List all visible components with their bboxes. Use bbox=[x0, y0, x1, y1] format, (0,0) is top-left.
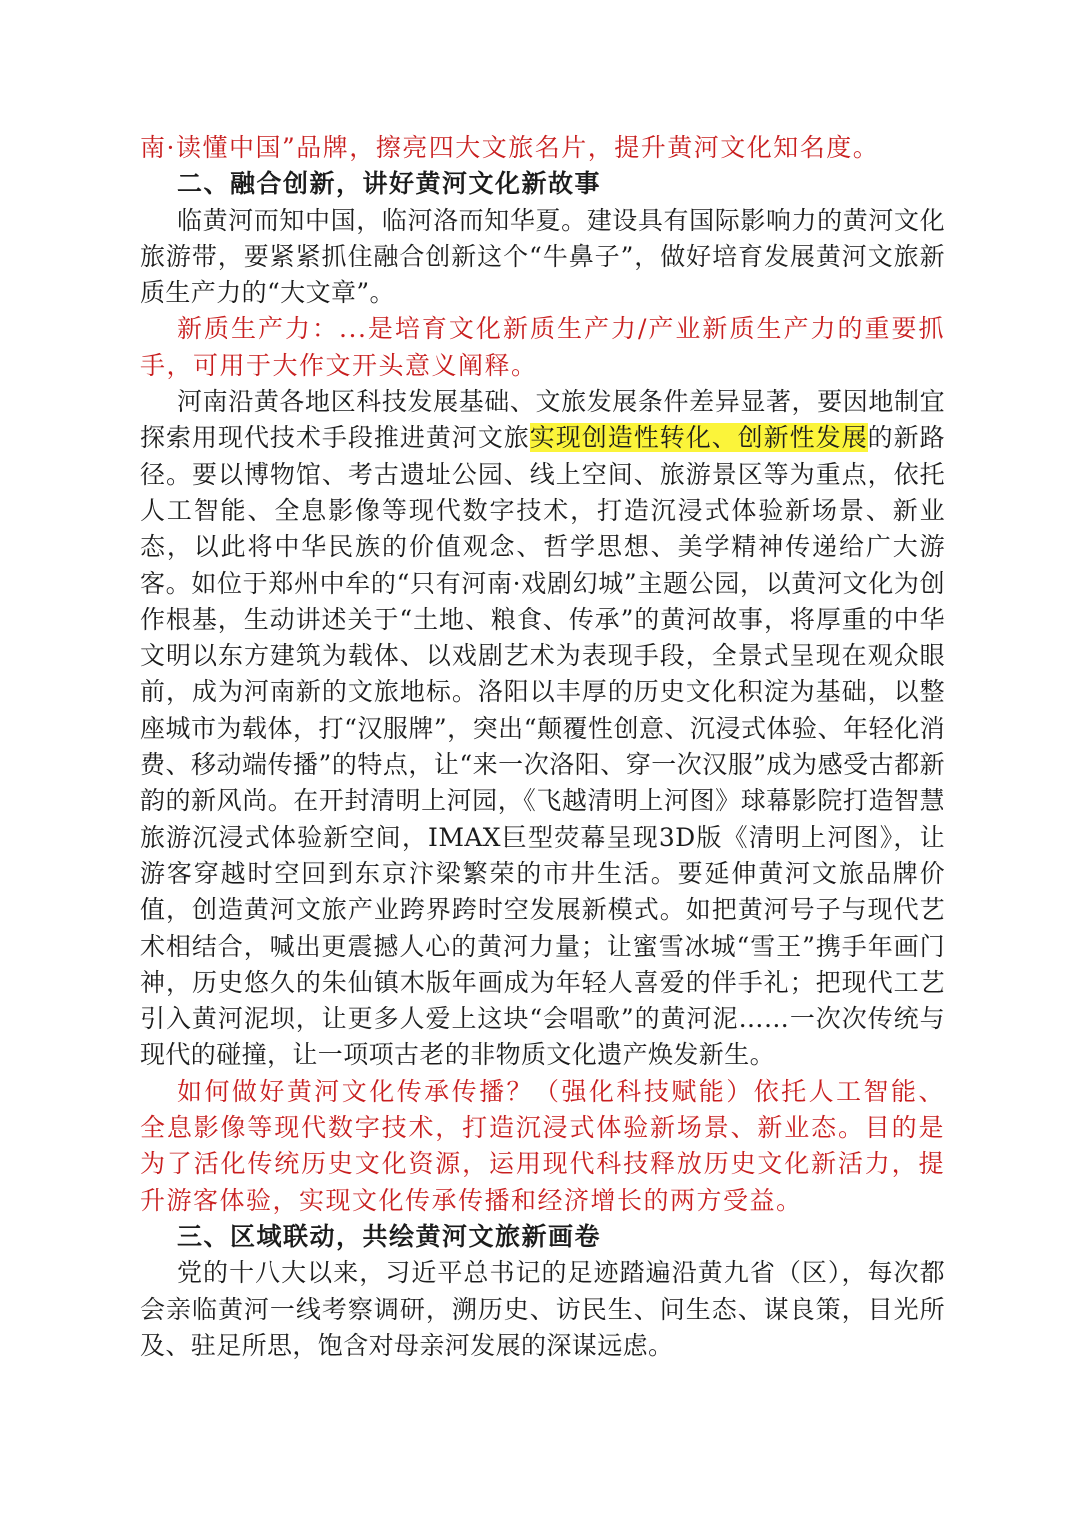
highlighted-phrase: 实现创造性转化、创新性发展 bbox=[529, 423, 868, 453]
body-paragraph-2-rest: 的新路径。要以博物馆、考古遗址公园、线上空间、旅游景区等为重点，依托人工智能、全息影像等现代数字技术，打造沉浸式体验新场景、新业态，以此将中华民族的价值观念、哲学思想、美学精神传递给广大游客。如位于郑州中牟的“只有河南·戏剧幻城”主题公园，以黄河文化为创作根基，生动讲述关于“土地、粮食、传承”的黄河故事，将厚重的中华文明以东方建筑为载体、以戏剧艺术为表现手段，全景式呈现在观众眼前，成为河南新的文旅地标。洛阳以丰厚的历史文化积淀为基础，以整座城市为载体，打“汉服牌”，突出“颠覆性创意、沉浸式体验、年轻化消费、移动端传播”的特点，让“来一次洛阳、穿一次汉服”成为感受古都新韵的新风尚。在开封清明上河园，《飞越清明上河图》球幕影院打造智慧旅游沉浸式体验新空间，IMAX巨型荧幕呈现3D版《清明上河图》，让游客穿越时空回到东京汴梁繁荣的市井生活。要延伸黄河文旅品牌价值，创造黄河文旅产业跨界跨时空发展新模式。如把黄河号子与现代艺术相结合，喊出更震撼人心的黄河力量；让蜜雪冰城“雪王”携手年画门神，历史悠久的朱仙镇木版年画成为年轻人喜爱的伴手礼；把现代工艺引入黄河泥坝，让更多人爱上这块“会唱歌”的黄河泥……一次次传统与现代的碰撞，让一项项古老的非物质文化遗产焕发新生。 bbox=[140, 423, 945, 1070]
document-page bbox=[140, 130, 945, 1364]
section-heading-3: 三、区域联动，共绘黄河文旅新画卷 bbox=[177, 1221, 602, 1251]
body-paragraph-2 bbox=[140, 384, 945, 1074]
section-heading-2: 二、融合创新，讲好黄河文化新故事 bbox=[177, 169, 602, 199]
continued-red-note: 南·读懂中国”品牌，擦亮四大文旅名片，提升黄河文化知名度。 bbox=[140, 133, 880, 162]
red-note-1: 新质生产力：...是培育文化新质生产力/产业新质生产力的重要抓手，可用于大作文开头意义阐释。 bbox=[140, 314, 945, 380]
red-note-2: 如何做好黄河文化传承传播？（强化科技赋能）依托人工智能、全息影像等现代数字技术，打造沉浸式体验新场景、新业态。目的是为了活化传统历史文化资源，运用现代科技释放历史文化新活力，提升游客体验，实现文化传承传播和经济增长的两方受益。 bbox=[140, 1076, 945, 1215]
body-paragraph-1: 临黄河而知中国，临河洛而知华夏。建设具有国际影响力的黄河文化旅游带，要紧紧抓住融合创新这个“牛鼻子”，做好培育发展黄河文旅新质生产力的“大文章”。 bbox=[140, 205, 945, 308]
body-paragraph-3: 党的十八大以来，习近平总书记的足迹踏遍沿黄九省（区），每次都会亲临黄河一线考察调研，溯历史、访民生、问生态、谋良策，目光所及、驻足所思，饱含对母亲河发展的深谋远虑。 bbox=[140, 1258, 945, 1360]
body-paragraph-2-start: 河南沿黄各地区科技发展基础、文旅发展条件差异显著，要因地制宜探索用现代技术手段推进黄河文旅 bbox=[140, 387, 945, 453]
